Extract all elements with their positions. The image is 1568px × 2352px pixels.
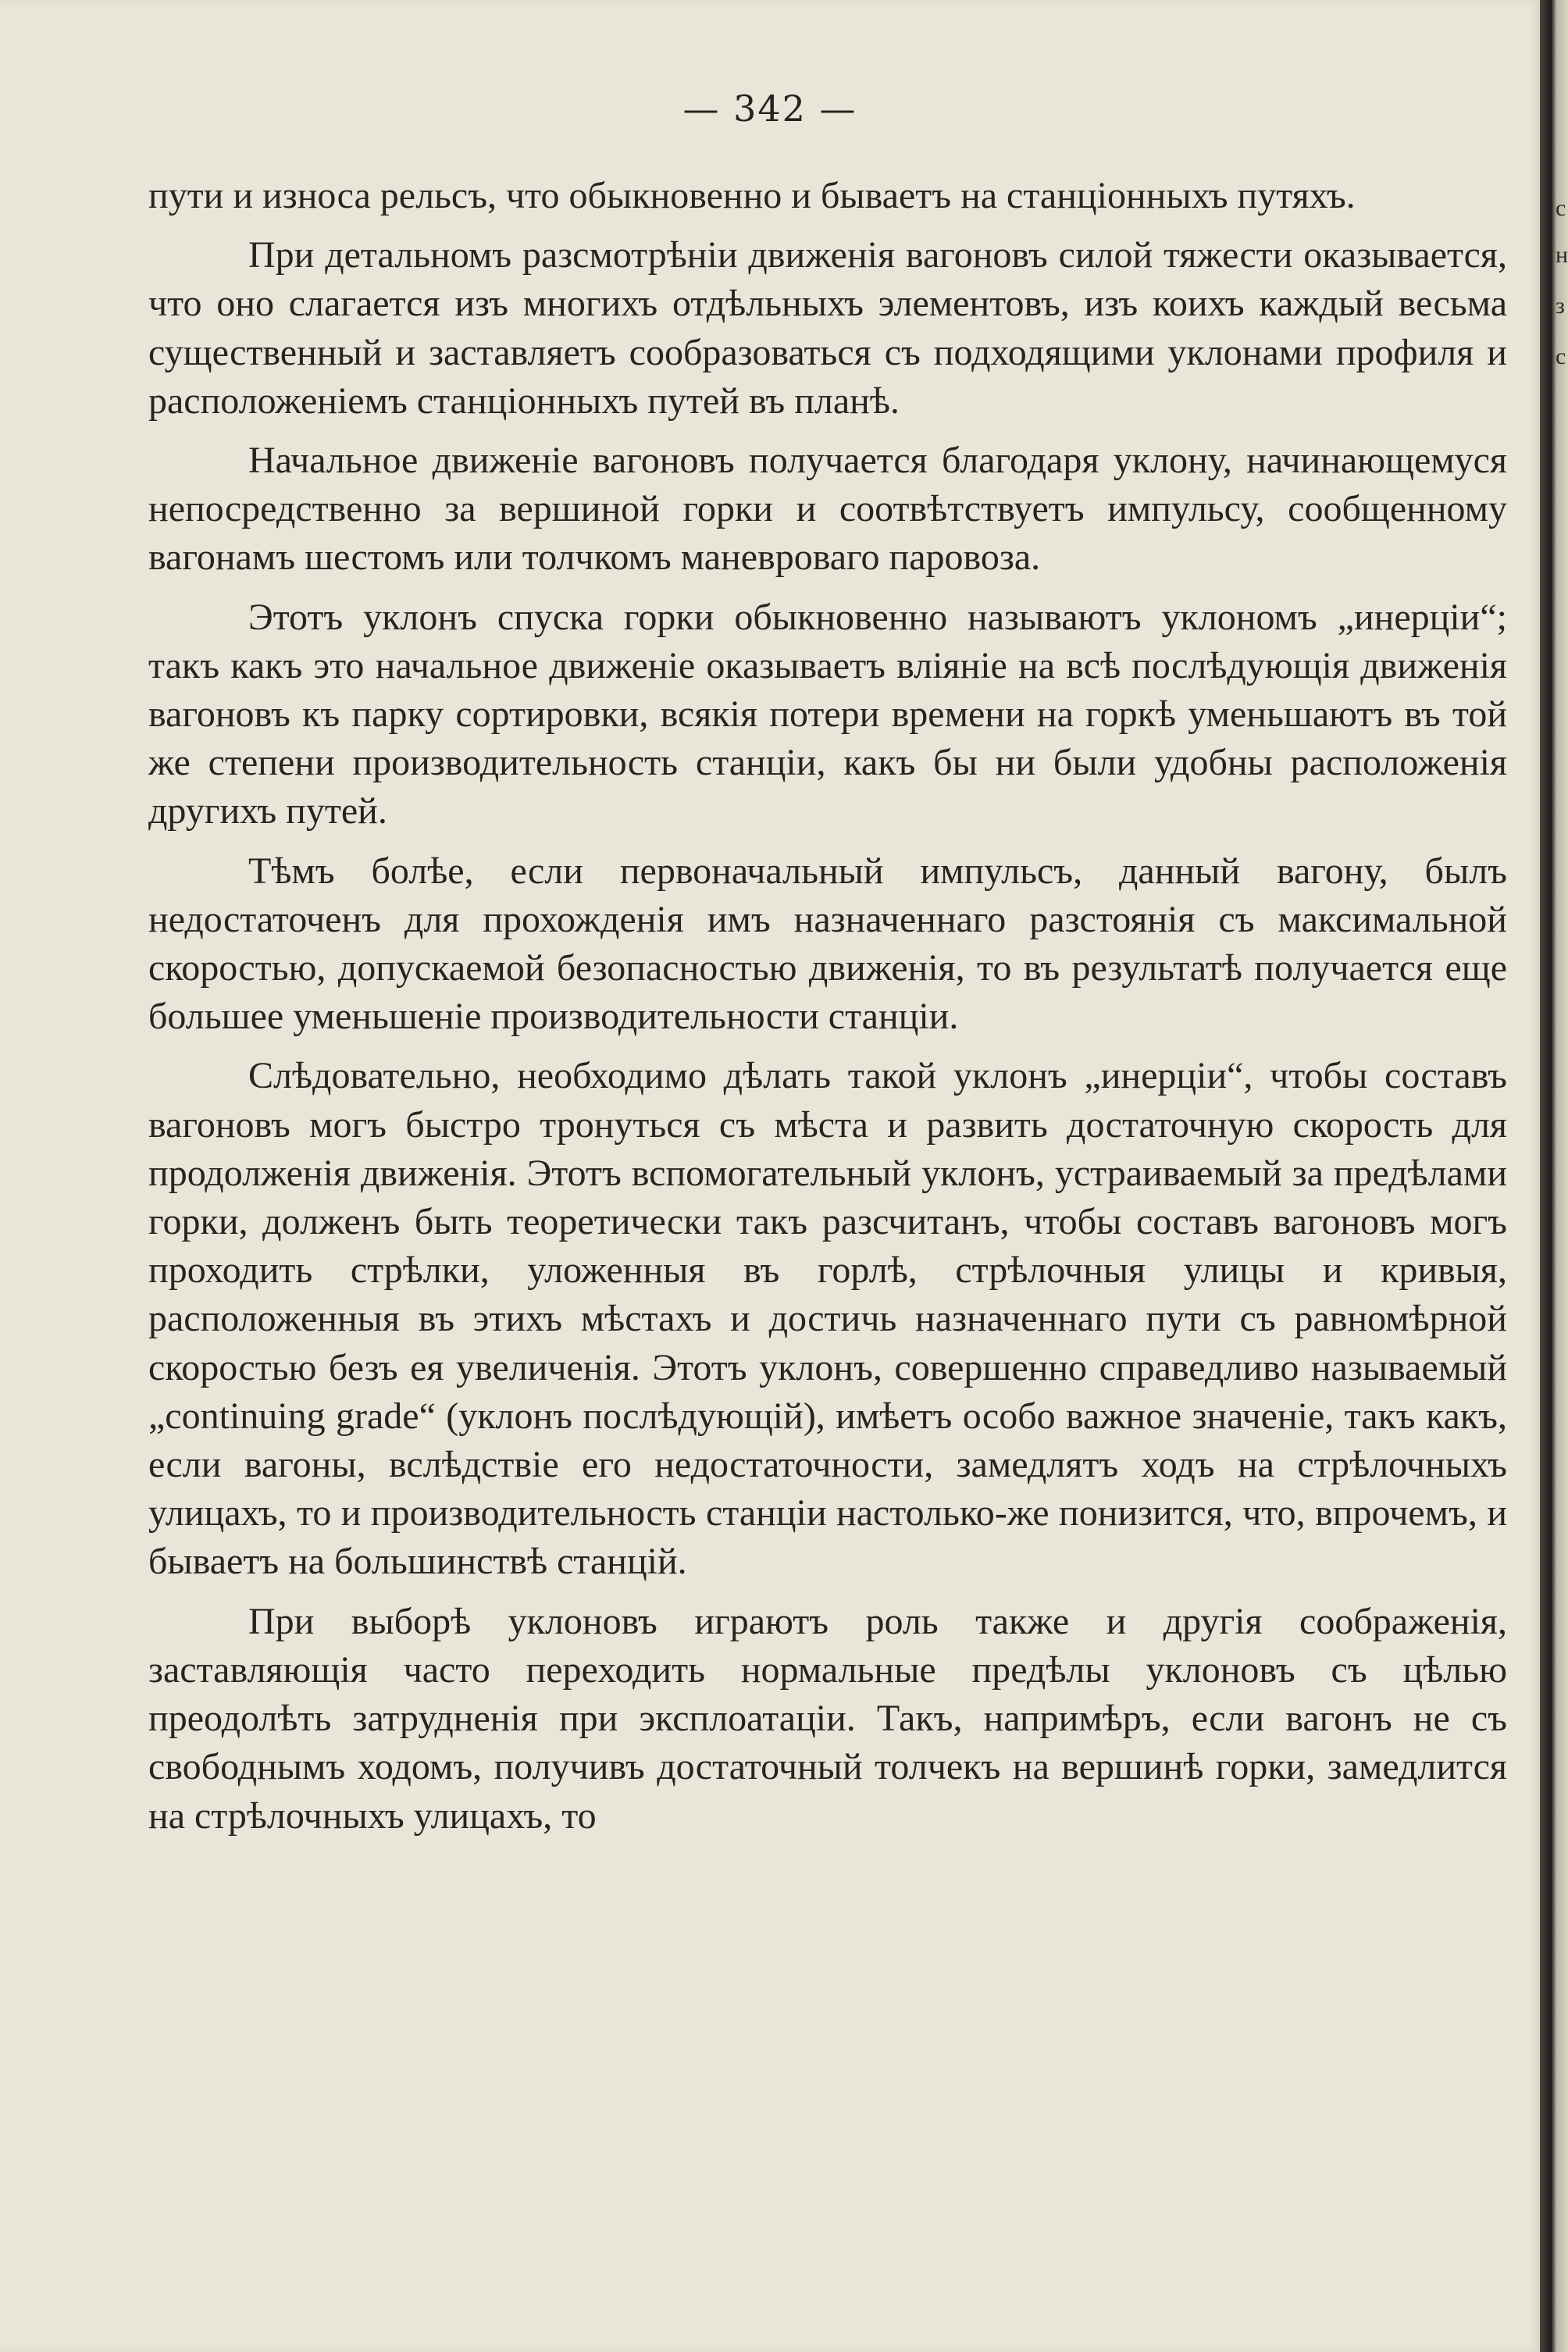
paragraph: Этотъ уклонъ спуска горки обыкновенно называютъ уклономъ „инерціи“; такъ какъ это начальное движеніе оказываетъ вліяніе на всѣ послѣдующія движенія вагоновъ къ парку сортировки, всякія потери времени на горкѣ уменьшаютъ въ той же степени производительность станціи, какъ бы ни были удобны расположенія другихъ путей. bbox=[148, 596, 1507, 832]
facing-page-edge bbox=[1554, 0, 1568, 2352]
paragraph: Тѣмъ болѣе, если первоначальный импульсъ, данный вагону, былъ недостаточенъ для прохожденія имъ назначеннаго разстоянія съ максимальной скоростью, допускаемой безопасностью движенія, то въ результатѣ получается еще большее уменьшеніе производительности станціи. bbox=[148, 850, 1507, 1038]
body-text bbox=[148, 172, 1507, 2327]
edge-letter: с bbox=[1556, 344, 1566, 369]
edge-letter: с bbox=[1556, 195, 1566, 221]
paragraph: При выборѣ уклоновъ играютъ роль также и другія соображенія, заставляющія часто переходить нормальные предѣлы уклоновъ съ цѣлью преодолѣть затрудненія при эксплоатаціи. Такъ, напримѣръ, если вагонъ не съ свободнымъ ходомъ, получивъ достаточный толчекъ на вершинѣ горки, замедлится на стрѣлочныхъ улицахъ, то bbox=[148, 1600, 1507, 1837]
edge-letter: н bbox=[1556, 242, 1568, 268]
paragraph: При детальномъ разсмотрѣніи движенія вагоновъ силой тяжести оказывается, что оно слагается изъ многихъ отдѣльныхъ элементовъ, изъ коихъ каждый весьма существенный и заставляетъ сообразоваться съ подходящими уклонами профиля и расположеніемъ станціонныхъ путей въ планѣ. bbox=[148, 234, 1507, 422]
paragraph: пути и износа рельсъ, что обыкновенно и бываетъ на станціонныхъ путяхъ. bbox=[148, 175, 1356, 216]
page-number: — 342 — bbox=[682, 87, 857, 130]
edge-letter: з bbox=[1556, 293, 1565, 319]
paragraph: Слѣдовательно, необходимо дѣлать такой уклонъ „инерціи“, чтобы составъ вагоновъ могъ быстро тронуться съ мѣста и развить достаточную скорость для продолженія движенія. Этотъ вспомогательный уклонъ, устраиваемый за предѣлами горки, долженъ быть теоретически такъ разсчитанъ, чтобы составъ вагоновъ могъ проходить стрѣлки, уложенныя въ горлѣ, стрѣлочныя улицы и кривыя, расположенныя въ этихъ мѣстахъ и достичь назначеннаго пути съ равномѣрной скоростью безъ ея увеличенія. Этотъ уклонъ, совершенно справедливо называемый „continuing grade“ (уклонъ послѣдующій), имѣетъ особо важное значеніе, такъ какъ, если вагоны, вслѣдствіе его недостаточности, замедлятъ ходъ на стрѣлочныхъ улицахъ, то и производительность станціи настолько-же понизится, что, впрочемъ, и бываетъ на большинствѣ станцій. bbox=[148, 1055, 1507, 1583]
paragraph: Начальное движеніе вагоновъ получается благодаря уклону, начинающемуся непосредственно за вершиной горки и соотвѣтствуетъ импульсу, сообщенному вагонамъ шестомъ или толчкомъ маневроваго паровоза. bbox=[148, 440, 1507, 579]
